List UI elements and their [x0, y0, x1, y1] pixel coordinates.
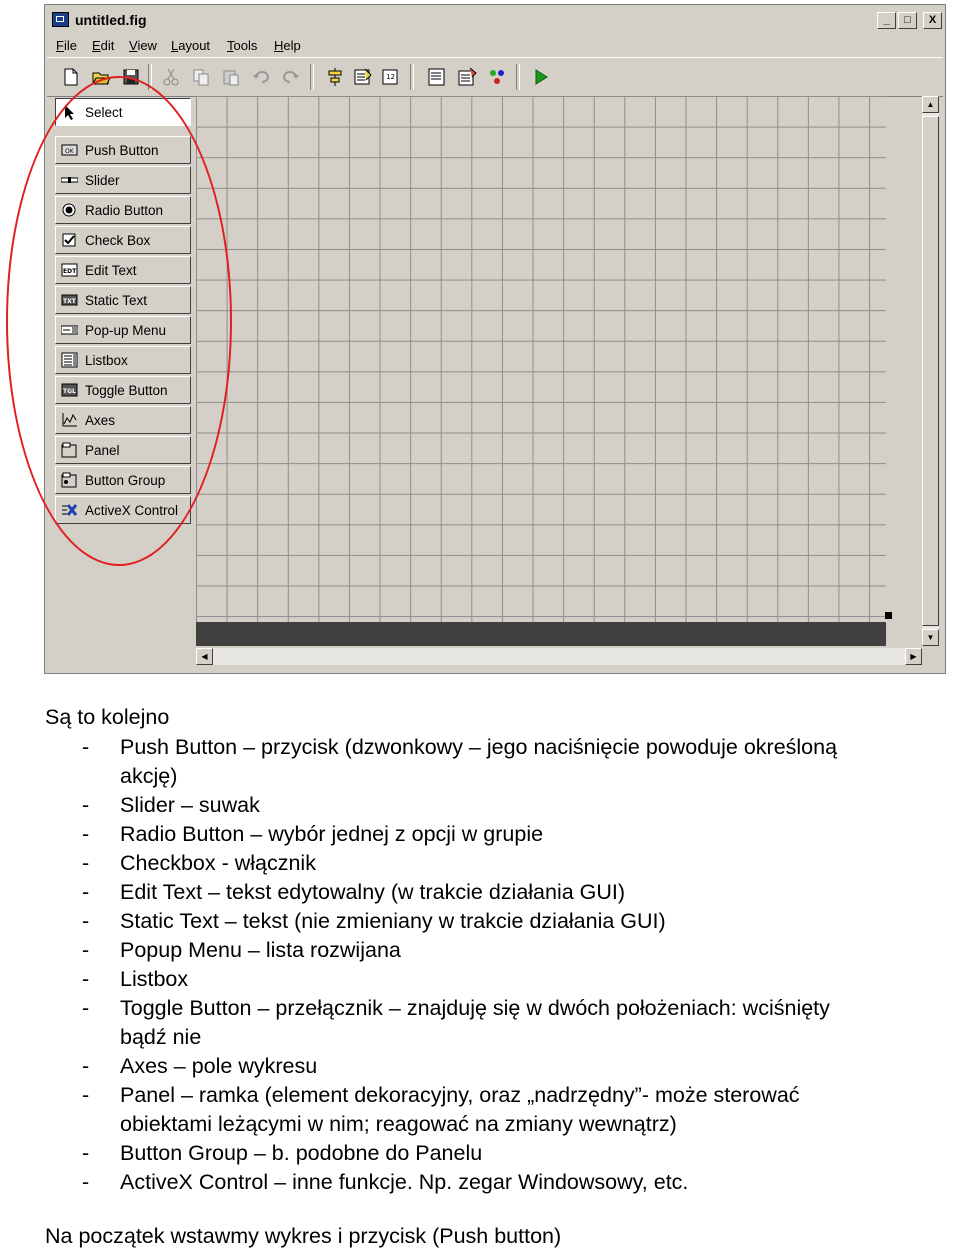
palette-radio-button[interactable] [55, 196, 191, 224]
list-item: - Slider – suwak [82, 793, 260, 817]
menu-bar [47, 35, 943, 57]
palette-label: Pop-up Menu [85, 323, 167, 338]
axes-icon [61, 412, 78, 428]
align-icon[interactable] [325, 67, 345, 87]
toolbar-separator [148, 64, 152, 90]
static-text-icon-text: TXT [63, 298, 76, 305]
cursor-icon [61, 104, 78, 120]
close-button[interactable]: X [923, 12, 942, 29]
toolbar-separator [410, 64, 414, 90]
check-box-icon [61, 232, 78, 248]
maximize-button[interactable]: □ [898, 12, 917, 29]
palette-listbox[interactable] [55, 346, 191, 374]
popup-menu-icon [61, 322, 78, 338]
list-item: - Axes – pole wykresu [82, 1054, 318, 1078]
list-item: - Toggle Button – przełącznik – znajduję się w dwóch położeniach: wciśnięty [82, 996, 830, 1020]
palette-button-group[interactable] [55, 466, 191, 494]
palette-label: ActiveX Control [85, 503, 179, 518]
svg-text:12: 12 [386, 73, 395, 81]
figure-resize-handle[interactable] [885, 612, 892, 619]
listbox-icon [61, 352, 78, 368]
palette-label: Button Group [85, 473, 166, 488]
component-palette [55, 98, 193, 530]
list-item-continuation: bądź nie [120, 1025, 202, 1049]
toggle-button-icon-text: TGL [63, 388, 76, 395]
palette-check-box[interactable] [55, 226, 191, 254]
palette-label: Static Text [85, 293, 148, 308]
palette-toggle-button[interactable] [55, 376, 191, 404]
scroll-left-icon[interactable]: ◀ [196, 648, 213, 665]
toggle-button-icon [61, 382, 78, 398]
vertical-scrollbar[interactable] [922, 96, 939, 646]
toolbar-separator [310, 64, 314, 90]
undo-icon[interactable] [251, 67, 271, 87]
list-item: - Radio Button – wybór jednej z opcji w grupie [82, 822, 544, 846]
palette-axes[interactable] [55, 406, 191, 434]
menu-file[interactable]: File [56, 38, 77, 53]
component-list [82, 733, 960, 1197]
figure-outside-area [196, 622, 886, 646]
list-item: - Popup Menu – lista rozwijana [82, 938, 401, 962]
cut-icon[interactable] [161, 67, 181, 87]
palette-label: Panel [85, 443, 120, 458]
list-item: - Panel – ramka (element dekoracyjny, oraz „nadrzędny”- może sterować [82, 1083, 800, 1107]
edit-text-icon [61, 262, 78, 278]
figure-app-icon [52, 12, 69, 27]
list-item: - Button Group – b. podobne do Panelu [82, 1141, 483, 1165]
edit-text-icon-text: EDT [63, 268, 77, 275]
list-item: - Edit Text – tekst edytowalny (w trakcie działania GUI) [82, 880, 626, 904]
object-browser-icon[interactable] [487, 67, 507, 87]
palette-label: Axes [85, 413, 116, 428]
palette-push-button[interactable] [55, 136, 191, 164]
list-item-continuation: akcję) [120, 764, 178, 788]
mfile-editor-icon[interactable] [427, 67, 447, 87]
palette-activex-control[interactable] [55, 496, 191, 524]
menu-edit[interactable]: Edit [92, 38, 115, 53]
button-group-icon [61, 472, 78, 488]
palette-select[interactable] [55, 98, 191, 126]
copy-icon[interactable] [191, 67, 211, 87]
palette-popup-menu[interactable] [55, 316, 191, 344]
menu-help[interactable]: Help [274, 38, 301, 53]
panel-icon [61, 442, 78, 458]
list-item: - ActiveX Control – inne funkcje. Np. zegar Windowsowy, etc. [82, 1170, 689, 1194]
toolbar [47, 57, 943, 97]
radio-button-icon [61, 202, 78, 218]
menu-tools[interactable]: Tools [227, 38, 258, 53]
run-icon[interactable] [531, 67, 551, 87]
palette-label: Push Button [85, 143, 159, 158]
window-title: untitled.fig [75, 12, 147, 28]
push-button-icon [61, 142, 78, 158]
new-icon[interactable] [61, 67, 81, 87]
palette-label: Radio Button [85, 203, 164, 218]
scroll-up-icon[interactable]: ▲ [922, 96, 939, 113]
tab-order-icon[interactable] [381, 67, 401, 87]
layout-grid[interactable] [196, 96, 886, 622]
intro-text: Są to kolejno [45, 705, 170, 729]
scroll-down-icon[interactable]: ▼ [922, 629, 939, 646]
list-item: - Checkbox - włącznik [82, 851, 316, 875]
activex-icon [61, 502, 78, 518]
list-item: - Listbox [82, 967, 189, 991]
save-icon[interactable] [121, 67, 141, 87]
push-button-icon-text: OK [65, 148, 74, 155]
title-bar[interactable] [47, 7, 943, 34]
palette-static-text[interactable] [55, 286, 191, 314]
palette-label: Slider [85, 173, 120, 188]
menu-editor-icon[interactable] [353, 67, 373, 87]
toolbar-separator [516, 64, 520, 90]
palette-label: Edit Text [85, 263, 137, 278]
paste-icon[interactable] [221, 67, 241, 87]
static-text-icon [61, 292, 78, 308]
vertical-scroll-thumb[interactable] [922, 116, 939, 626]
minimize-button[interactable]: _ [877, 12, 896, 29]
palette-slider[interactable] [55, 166, 191, 194]
palette-label: Check Box [85, 233, 151, 248]
closing-text: Na początek wstawmy wykres i przycisk (Push button) [45, 1224, 562, 1248]
palette-label: Select [85, 105, 123, 120]
scroll-right-icon[interactable]: ▶ [905, 648, 922, 665]
menu-view[interactable]: View [129, 38, 157, 53]
list-item: - Static Text – tekst (nie zmieniany w trakcie działania GUI) [82, 909, 666, 933]
slider-icon [61, 172, 78, 188]
list-item: - Push Button – przycisk (dzwonkowy – jego naciśnięcie powoduje określoną [82, 735, 838, 759]
palette-label: Listbox [85, 353, 128, 368]
list-item-continuation: obiektami leżącymi w nim; reagować na zmiany wewnątrz) [120, 1112, 677, 1136]
palette-panel[interactable] [55, 436, 191, 464]
open-icon[interactable] [91, 67, 111, 87]
palette-edit-text[interactable] [55, 256, 191, 284]
property-inspector-icon[interactable] [457, 67, 477, 87]
menu-layout[interactable]: Layout [171, 38, 211, 53]
redo-icon[interactable] [281, 67, 301, 87]
scrollbar-corner [922, 648, 939, 665]
palette-label: Toggle Button [85, 383, 168, 398]
horizontal-scrollbar[interactable] [196, 648, 922, 665]
